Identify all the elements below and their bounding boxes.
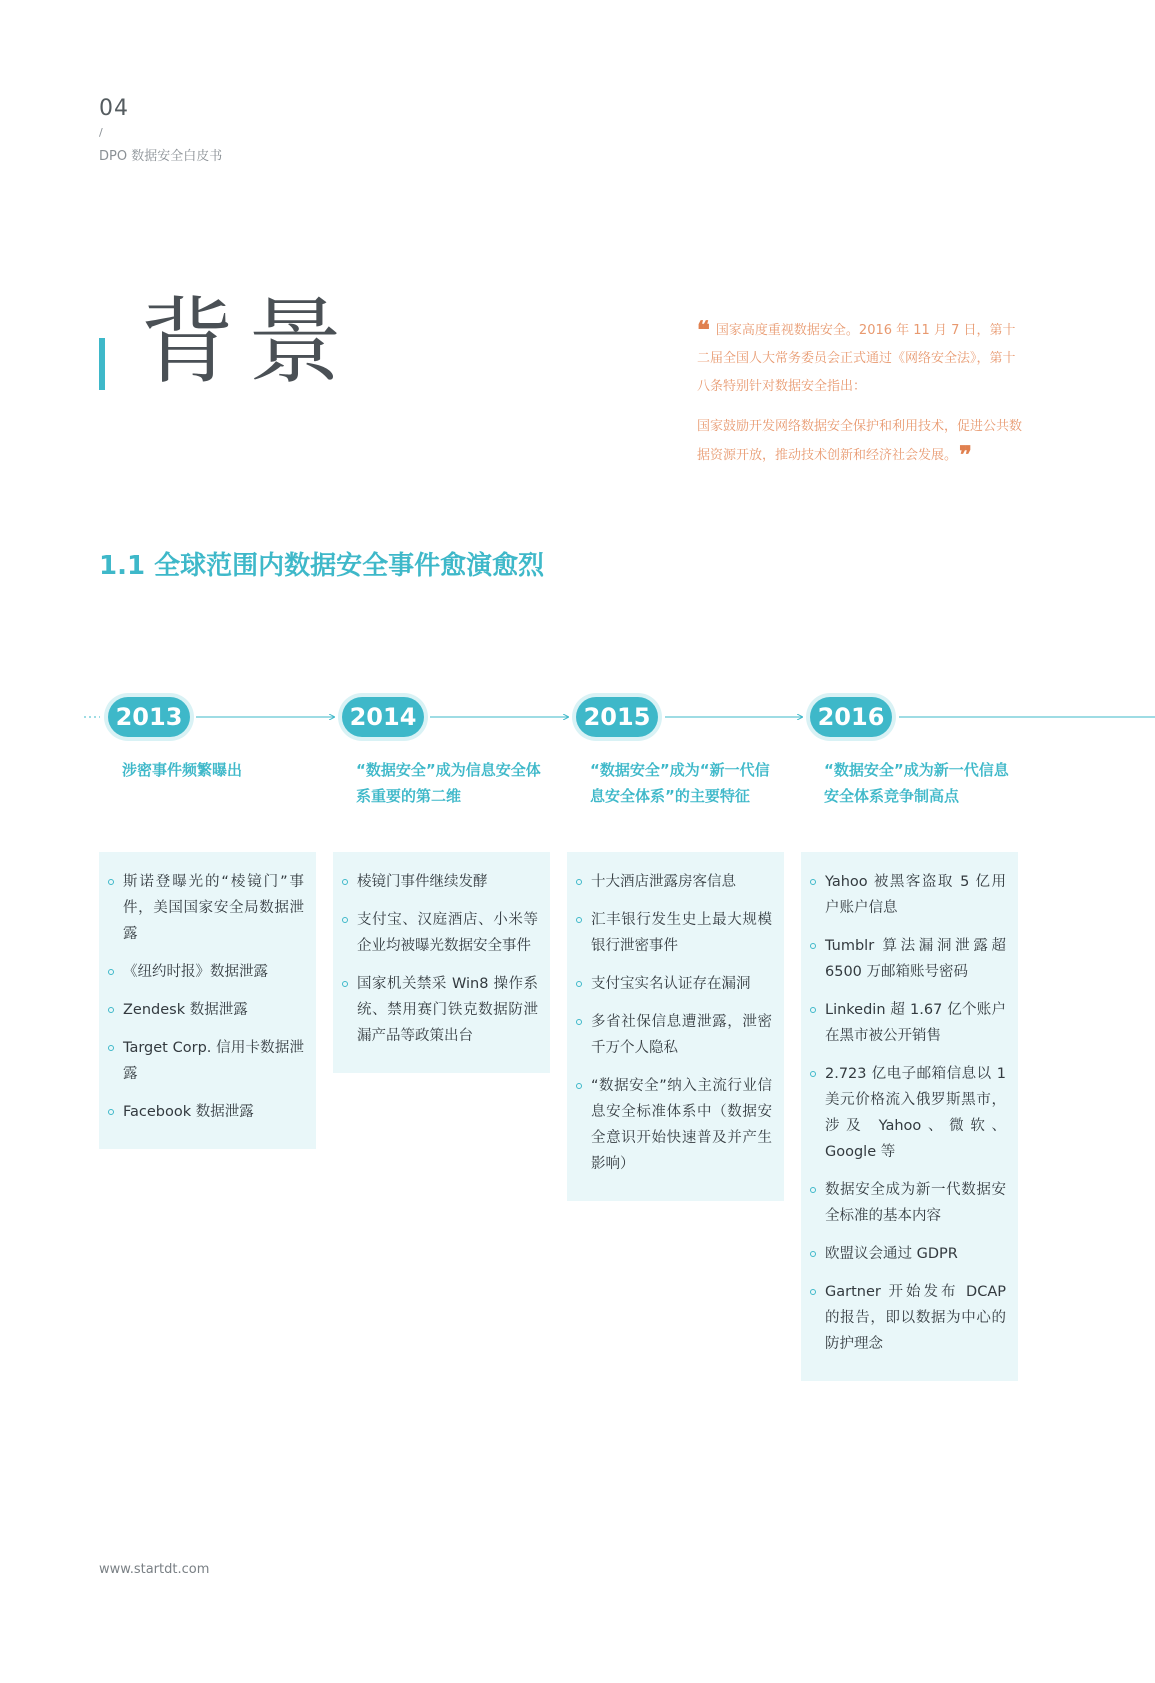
subsection-title: 1.1 全球范围内数据安全事件愈演愈烈 [99,551,545,581]
list-item: Yahoo 被黑客盗取 5 亿用户账户信息 [813,869,1006,921]
list-item: 棱镜门事件继续发酵 [345,869,538,895]
list-item: 多省社保信息遭泄露，泄密千万个人隐私 [579,1009,772,1061]
year-badge-2016: 2016 [810,697,892,737]
list-item: 国家机关禁采 Win8 操作系统、禁用赛门铁克数据防泄漏产品等政策出台 [345,971,538,1049]
quote-paragraph-1 [697,316,1022,401]
year-badge-2015: 2015 [576,697,658,737]
year-badge-2013: 2013 [108,697,190,737]
list-item: 欧盟议会通过 GDPR [813,1241,1006,1267]
page-number: 04 [99,96,129,121]
column-title-2013: 涉密事件频繁曝出 [122,761,243,779]
law-quote [697,316,1022,470]
header-divider: / [99,126,103,139]
quote-text-1: 国家高度重视数据安全。2016 年 11 月 7 日，第十二届全国人大常务委员会正式通过《网络安全法》，第十八条特别针对数据安全指出： [697,323,1016,394]
list-item: 《纽约时报》数据泄露 [111,959,304,985]
list-item: 数据安全成为新一代数据安全标准的基本内容 [813,1177,1006,1229]
event-panel-2015 [567,852,784,1201]
year-badge-2014: 2014 [342,697,424,737]
list-item: 汇丰银行发生史上最大规模银行泄密事件 [579,907,772,959]
event-panel-2013 [99,852,316,1149]
quote-paragraph-2 [697,413,1022,470]
column-title-2015: “数据安全”成为“新一代信息安全体系”的主要特征 [590,761,770,805]
list-item: 斯诺登曝光的“棱镜门”事件，美国国家安全局数据泄露 [111,869,304,947]
list-item: Facebook 数据泄露 [111,1099,304,1125]
document-title: DPO 数据安全白皮书 [99,149,223,164]
footer-url: www.startdt.com [99,1562,210,1577]
list-item: Gartner 开始发布 DCAP 的报告，即以数据为中心的防护理念 [813,1279,1006,1357]
list-item: Tumblr 算法漏洞泄露超 6500 万邮箱账号密码 [813,933,1006,985]
section-title: 背景 [140,288,357,397]
list-item: 支付宝实名认证存在漏洞 [579,971,772,997]
list-item: Target Corp. 信用卡数据泄露 [111,1035,304,1087]
event-panel-2016 [801,852,1018,1381]
list-item: 支付宝、汉庭酒店、小米等企业均被曝光数据安全事件 [345,907,538,959]
list-item: 2.723 亿电子邮箱信息以 1 美元价格流入俄罗斯黑市，涉及 Yahoo、微软、Google 等 [813,1061,1006,1165]
list-item: Linkedin 超 1.67 亿个账户在黑市被公开销售 [813,997,1006,1049]
column-title-2016: “数据安全”成为新一代信息安全体系竞争制高点 [824,761,1009,805]
close-quote-icon: ❞ [959,440,972,469]
list-item: “数据安全”纳入主流行业信息安全标准体系中（数据安全意识开始快速普及并产生影响） [579,1073,772,1177]
heading-accent-bar [99,338,105,390]
list-item: Zendesk 数据泄露 [111,997,304,1023]
list-item: 十大酒店泄露房客信息 [579,869,772,895]
open-quote-icon: ❝ [697,315,710,344]
quote-text-2: 国家鼓励开发网络数据安全保护和利用技术，促进公共数据资源开放，推动技术创新和经济社会发展。 [697,419,1023,463]
event-panel-2014 [333,852,550,1073]
column-title-2014: “数据安全”成为信息安全体系重要的第二维 [356,761,541,805]
